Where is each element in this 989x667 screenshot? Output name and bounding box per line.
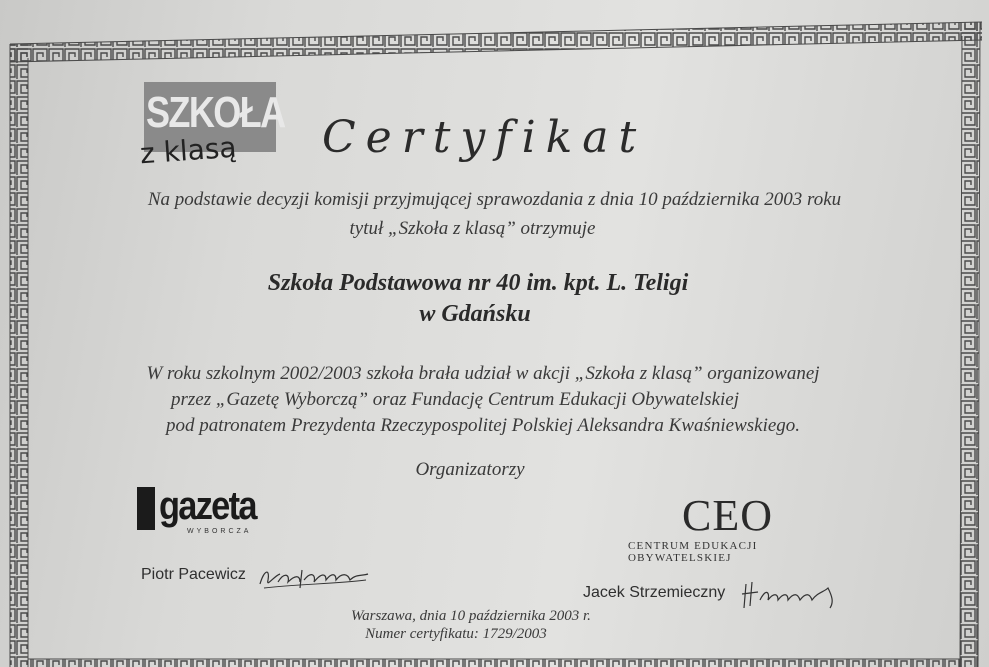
- signatory-left-name: Piotr Pacewicz: [141, 566, 246, 583]
- ceo-logo: [626, 491, 841, 564]
- place-and-date: Warszawa, dnia 10 października 2003 r.: [351, 608, 591, 624]
- gazeta-logo-bar: [137, 487, 155, 530]
- gazeta-wyborcza-logo: [137, 486, 272, 538]
- szkola-z-klasa-logo: [138, 82, 285, 174]
- ceo-logo-subtitle: CENTRUM EDUKACJI OBYWATELSKIEJ: [628, 540, 758, 564]
- intro-line-2: tytuł „Szkoła z klasą” otrzymuje: [349, 218, 596, 239]
- intro-line-1: Na podstawie decyzji komisji przyjmującej sprawozdania z dnia 10 października 2003 roku: [147, 189, 842, 210]
- gazeta-logo-subtitle: WYBORCZA: [187, 528, 252, 535]
- description-line-3: pod patronatem Prezydenta Rzeczypospolitej Polskiej Aleksandra Kwaśniewskiego.: [165, 415, 801, 436]
- school-name: Szkoła Podstawowa nr 40 im. kpt. L. Teligi: [267, 270, 689, 296]
- school-city: w Gdańsku: [419, 301, 531, 327]
- logo-script: z klasą: [138, 130, 238, 171]
- signature-left: [256, 562, 372, 592]
- certificate-title: Certyfikat: [322, 112, 647, 163]
- ceo-logo-word: CEO: [682, 491, 773, 540]
- gazeta-logo-word: gazeta: [159, 484, 256, 528]
- certificate-number: Numer certyfikatu: 1729/2003: [365, 626, 547, 642]
- logo-word: SZKOŁA: [146, 88, 285, 137]
- signatory-right-name: Jacek Strzemieczny: [583, 584, 726, 601]
- description-line-1: W roku szkolnym 2002/2003 szkoła brała udział w akcji „Szkoła z klasą” organizowanej: [146, 363, 820, 384]
- organizers-label: Organizatorzy: [415, 459, 525, 480]
- description-line-2: przez „Gazetę Wyborczą” oraz Fundację Centrum Edukacji Obywatelskiej: [171, 389, 739, 410]
